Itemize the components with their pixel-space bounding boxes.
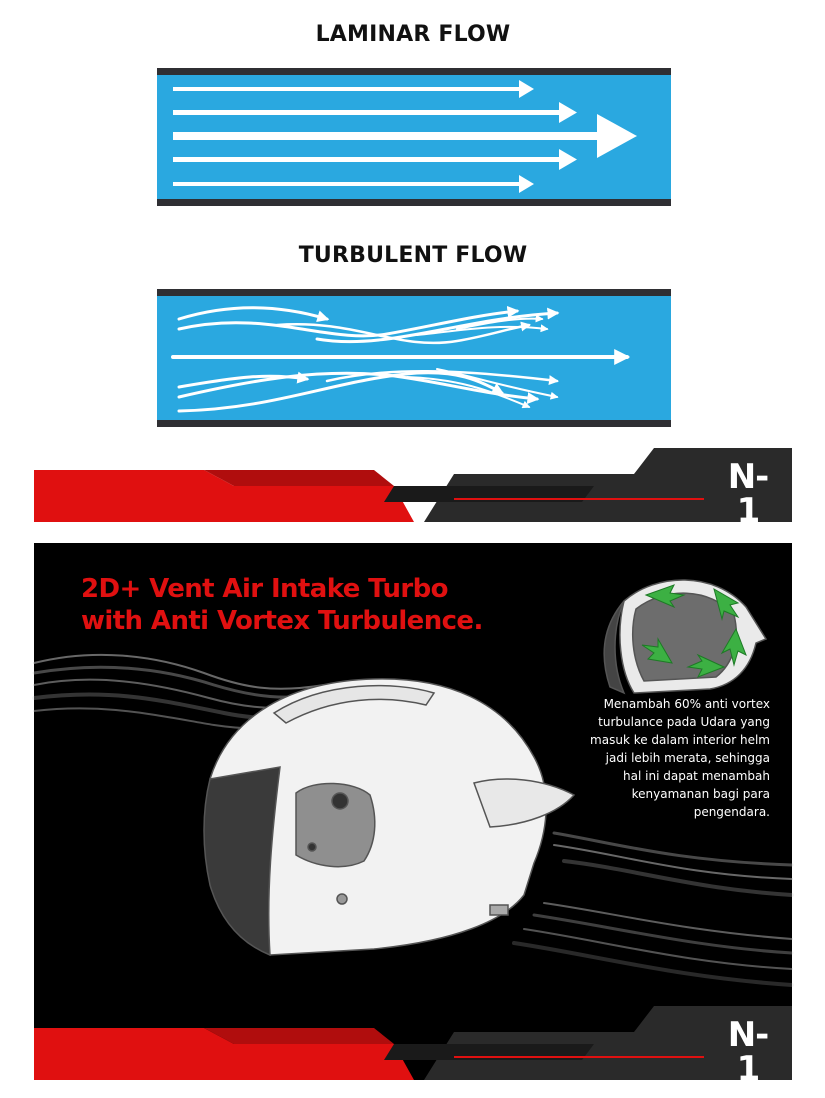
logo-mark: N-1 — [727, 457, 769, 531]
bottom-brand-banner — [34, 1006, 792, 1080]
vent-feature-panel — [34, 543, 792, 1097]
helmet-illustration — [204, 679, 574, 955]
description-line-2: turbulance pada Udara yang — [598, 715, 770, 729]
description-line-1: Menambah 60% anti vortex — [603, 697, 770, 711]
description-line-5: hal ini dapat menambah — [623, 769, 770, 783]
turbulent-wall-top — [157, 289, 671, 296]
helmet-rivet — [337, 894, 347, 904]
description-line-6: kenyamanan bagi para — [631, 787, 770, 801]
helmet-spoiler — [474, 779, 574, 827]
side-plate-screw — [308, 843, 316, 851]
logo-mark: N-1 — [727, 1015, 769, 1089]
side-plate-knob — [332, 793, 348, 809]
logo-subtitle: SERIES — [725, 1086, 771, 1097]
helmet-rear-vent — [490, 905, 508, 915]
helmet-airflow-cutaway — [604, 580, 766, 693]
description-line-4: jadi lebih merata, sehingga — [605, 751, 770, 765]
laminar-flow-diagram — [157, 68, 671, 206]
turbulent-flow-diagram — [157, 289, 671, 427]
logo-subtitle: SERIES — [725, 528, 771, 539]
brand-banner — [34, 448, 792, 522]
n1-series-logo — [718, 1015, 778, 1098]
n1-series-logo — [718, 457, 778, 540]
headline-line-2: with Anti Vortex Turbulence. — [81, 606, 483, 636]
laminar-flow-title: LAMINAR FLOW — [315, 22, 511, 47]
banner-red-stripe — [204, 1028, 394, 1044]
helmet-visor — [204, 767, 280, 955]
description-line-3: masuk ke dalam interior helm — [590, 733, 770, 747]
banner-red-stripe — [204, 470, 394, 486]
feature-description — [560, 695, 770, 821]
turbulent-wall-bottom — [157, 420, 671, 427]
laminar-wall-bottom — [157, 199, 671, 206]
turbulent-flow-title: TURBULENT FLOW — [298, 243, 528, 268]
laminar-wall-top — [157, 68, 671, 75]
banner-red-line — [454, 1056, 704, 1058]
headline-line-1: 2D+ Vent Air Intake Turbo — [81, 574, 448, 604]
feature-headline — [81, 573, 483, 637]
description-line-7: pengendara. — [693, 805, 770, 819]
banner-red-line — [454, 498, 704, 500]
flow-comparison-panel — [34, 0, 792, 539]
